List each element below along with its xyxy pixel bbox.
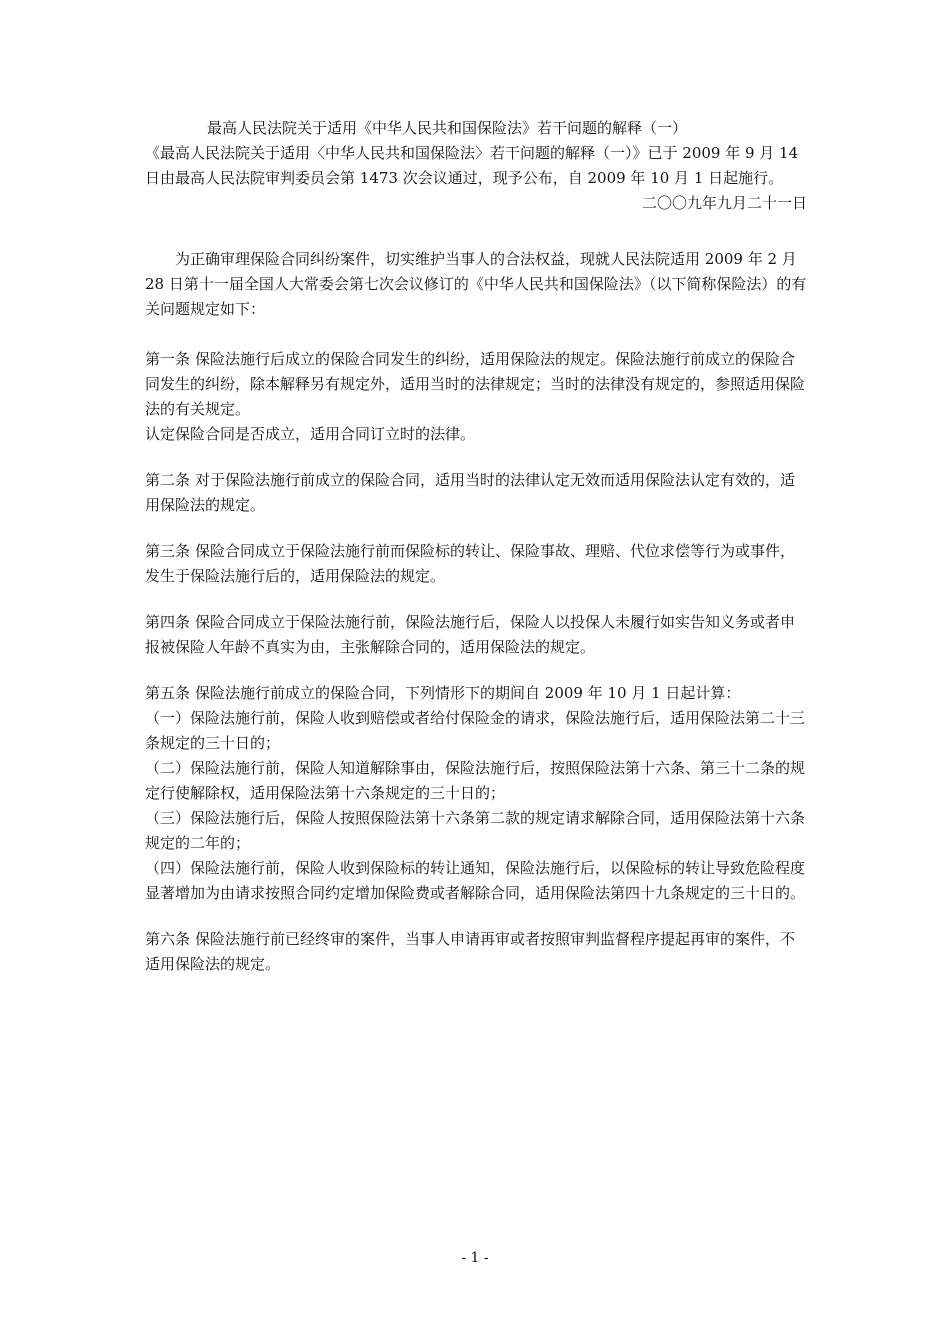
article-text: 保险合同成立于保险法施行前而保险标的转让、保险事故、理赔、代位求偿等行为或事件，发生于保险法施行后的，适用保险法的规定。 [145,542,796,585]
article-text: 保险法施行后成立的保险合同发生的纠纷，适用保险法的规定。保险法施行前成立的保险合同发生的纠纷，除本解释另有规定外，适用当时的法律规定；当时的法律没有规定的，参照适用保险法的有关规定。 [145,350,806,418]
article-4 [145,610,807,660]
article-5 [145,681,807,906]
document-title: 最高人民法院关于适用《中华人民共和国保险法》若干问题的解释（一） [207,119,688,137]
article-line [145,681,807,706]
article-2 [145,468,807,518]
article-item: （四）保险法施行前，保险人收到保险标的转让通知，保险法施行后，以保险标的转让导致危险程度显著增加为由请求按照合同约定增加保险费或者解除合同，适用保险法第四十九条规定的三十日的。 [145,859,806,902]
article-line [145,610,807,660]
article-6 [145,927,807,977]
article-text: 保险法施行前成立的保险合同，下列情形下的期间自 2009 年 10 月 1 日起计算： [195,684,741,702]
intro-paragraph: 《最高人民法院关于适用〈中华人民共和国保险法〉若干问题的解释（一）》已于 2009 年 9 月 14 日由最高人民法院审判委员会第 1473 次会议通过，现予公布，自 2009 年 10 月 1 日起施行。 [145,144,799,187]
article-item: （一）保险法施行前，保险人收到赔偿或者给付保险金的请求，保险法施行后，适用保险法第二十三条规定的三十日的； [145,709,806,752]
publish-date: 二〇〇九年九月二十一日 [641,194,807,212]
page-number: - 1 - [461,1250,489,1266]
article-line [145,468,807,518]
article-heading: 第五条 [145,684,191,702]
article-extra: 认定保险合同是否成立，适用合同订立时的法律。 [145,425,476,443]
article-1 [145,347,807,447]
article-heading: 第六条 [145,930,191,948]
article-heading: 第一条 [145,350,191,368]
article-line [145,539,807,589]
article-heading: 第三条 [145,542,191,560]
preamble-paragraph: 为正确审理保险合同纠纷案件，切实维护当事人的合法权益，现就人民法院适用 2009 年 2 月 28 日第十一届全国人大常委会第七次会议修订的《中华人民共和国保险法》（以下简称保险法）的有关问题规定如下： [145,250,807,318]
article-3 [145,539,807,589]
article-item: （三）保险法施行后，保险人按照保险法第十六条第二款的规定请求解除合同，适用保险法第十六条规定的二年的； [145,809,806,852]
article-text: 对于保险法施行前成立的保险合同，适用当时的法律认定无效而适用保险法认定有效的，适用保险法的规定。 [145,471,796,514]
article-item: （二）保险法施行前，保险人知道解除事由，保险法施行后，按照保险法第十六条、第三十二条的规定行使解除权，适用保险法第十六条规定的三十日的； [145,759,806,802]
article-text: 保险合同成立于保险法施行前，保险法施行后，保险人以投保人未履行如实告知义务或者申报被保险人年龄不真实为由，主张解除合同的，适用保险法的规定。 [145,613,796,656]
article-text: 保险法施行前已经终审的案件，当事人申请再审或者按照审判监督程序提起再审的案件，不适用保险法的规定。 [145,930,796,973]
article-line [145,347,807,422]
article-heading: 第二条 [145,471,191,489]
article-line [145,927,807,977]
document-content [145,116,807,998]
article-heading: 第四条 [145,613,191,631]
